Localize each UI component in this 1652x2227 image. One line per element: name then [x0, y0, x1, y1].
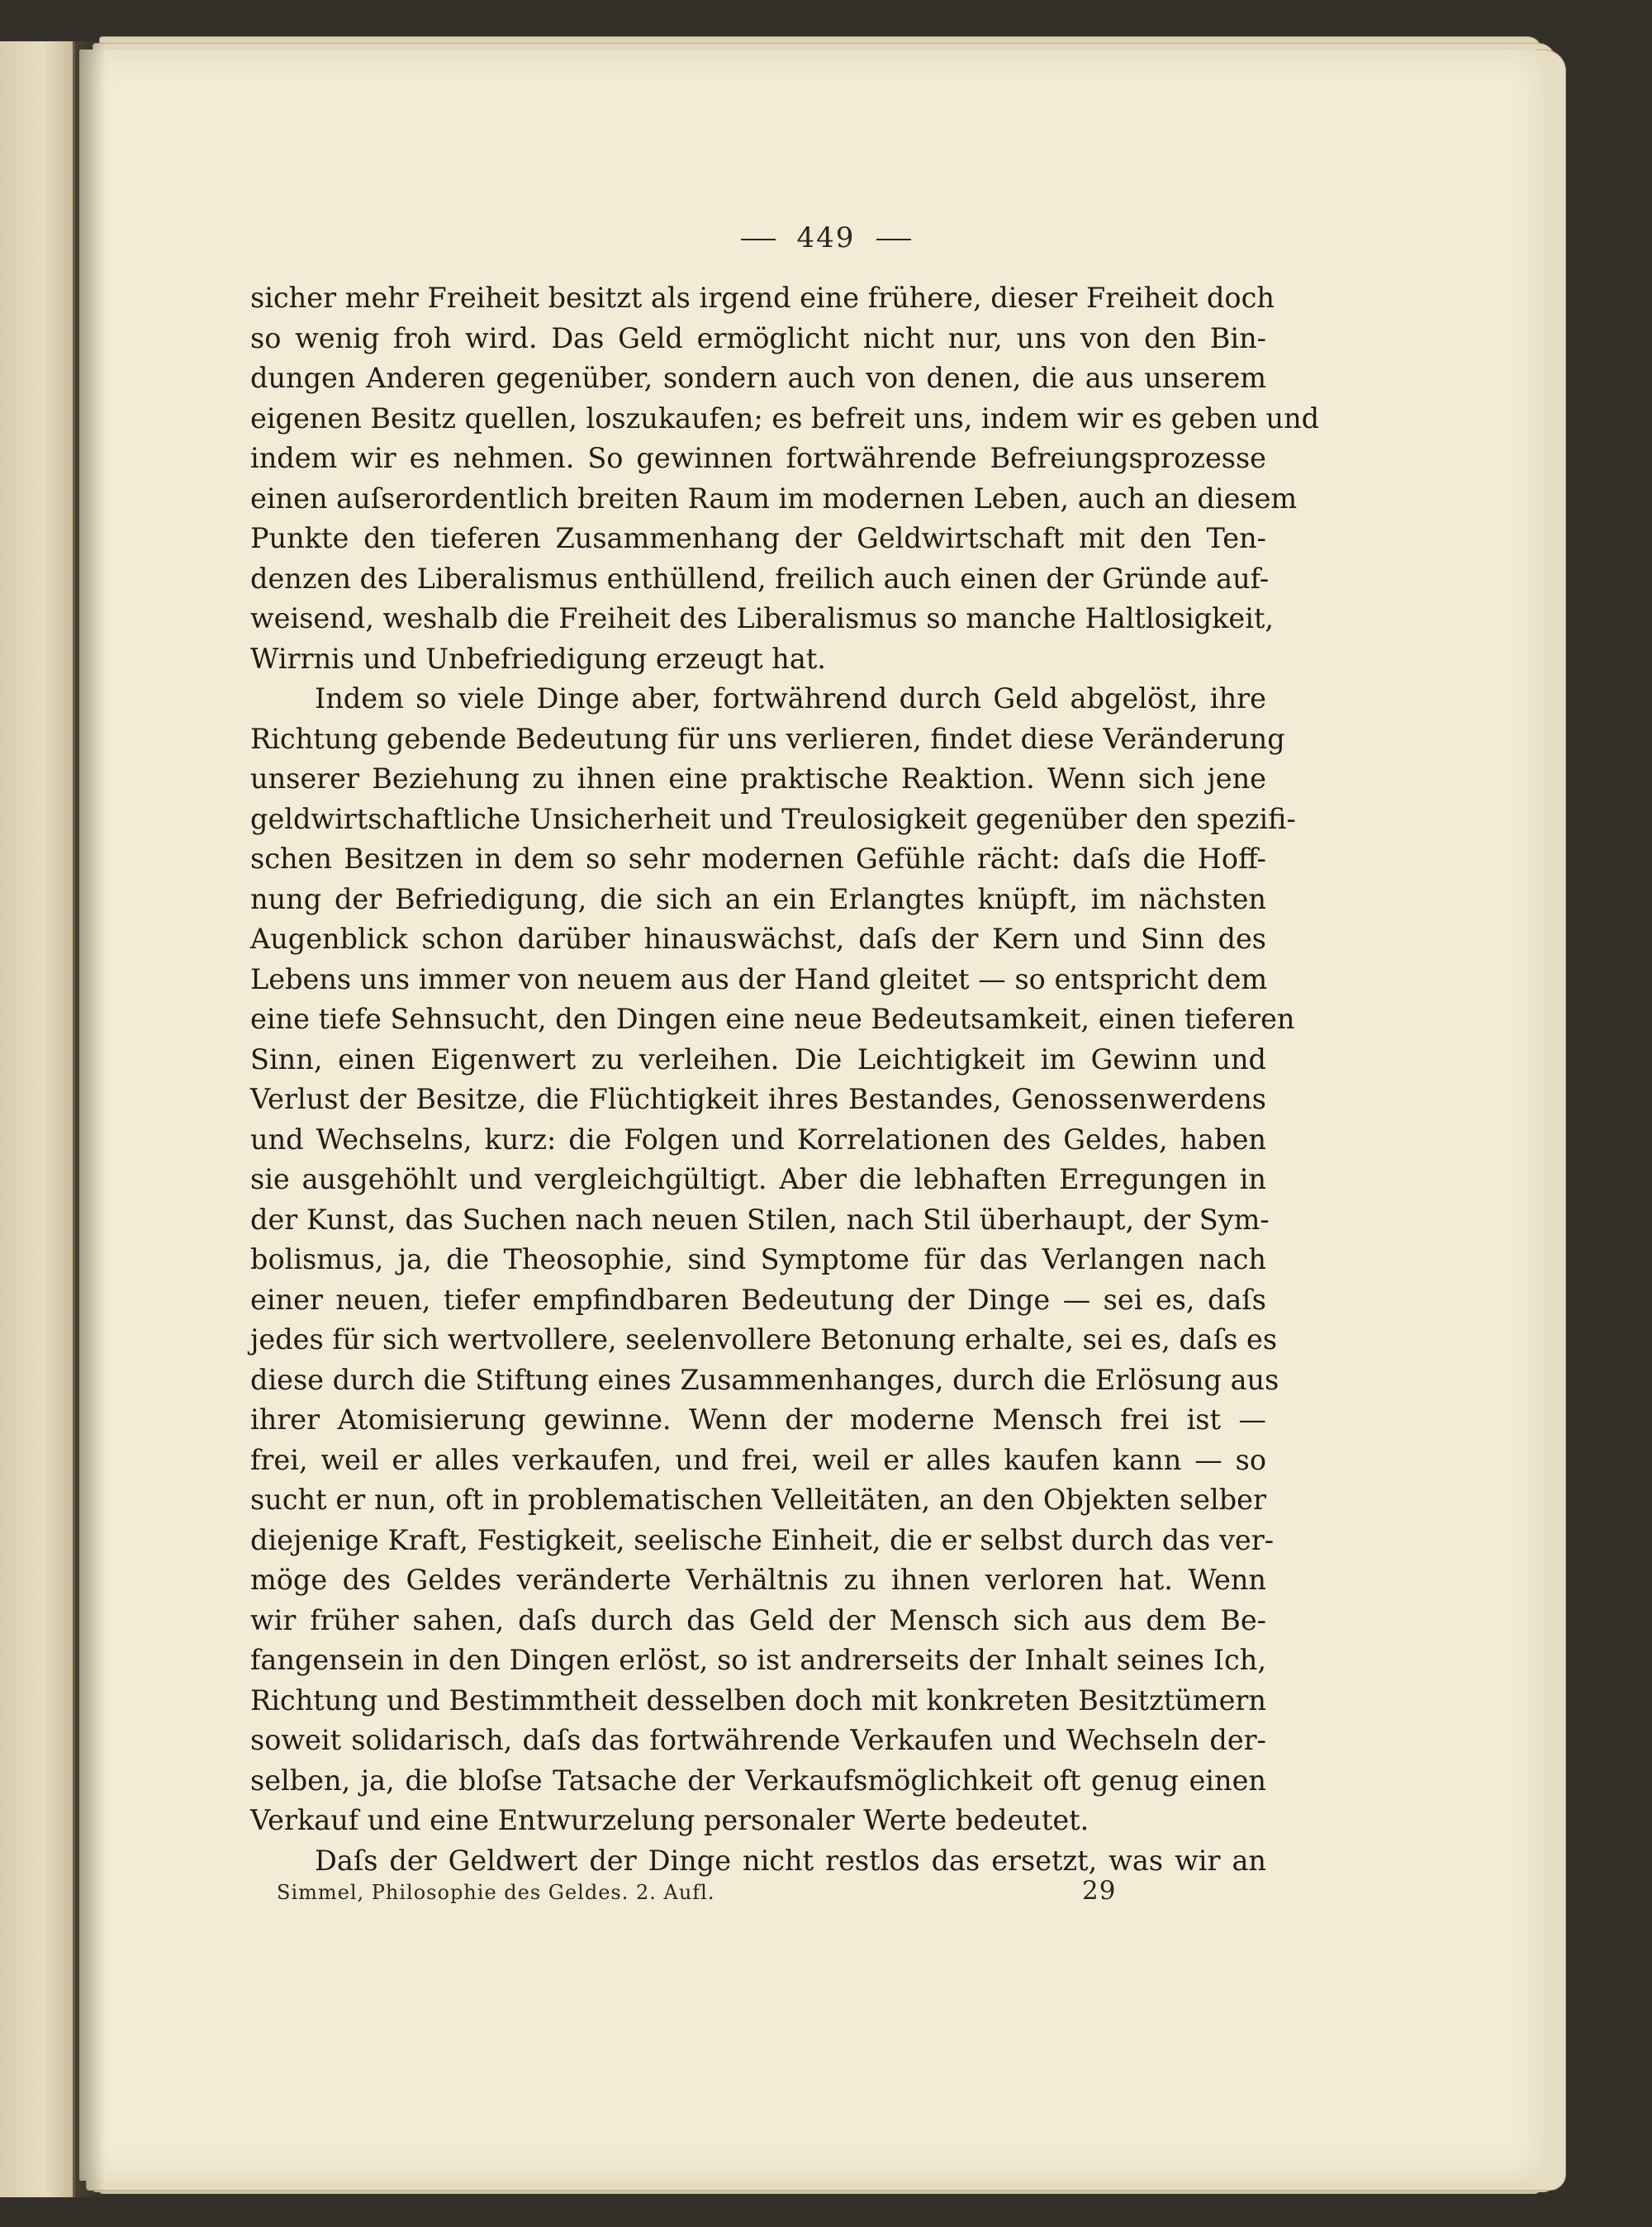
text-line: nung der Befriedigung, die sich an ein Erlangtes knüpft, im nächsten — [250, 882, 1266, 915]
signature-mark: 29 — [1082, 1876, 1117, 1906]
text-line: wir früher sahen, daſs durch das Geld der Mensch sich aus dem Be- — [250, 1603, 1266, 1636]
text-line: sicher mehr Freiheit besitzt als irgend eine frühere, dieser Freiheit doch — [250, 282, 1275, 314]
text-line: frei, weil er alles verkaufen, und frei, weil er alles kaufen kann — so — [250, 1443, 1266, 1476]
body-text — [250, 278, 1320, 1881]
text-line: ihrer Atomisierung gewinne. Wenn der moderne Mensch frei ist — — [250, 1403, 1266, 1436]
text-line: fangensein in den Dingen erlöst, so ist andrerseits der Inhalt seines Ich, — [250, 1644, 1266, 1676]
text-line: so wenig froh wird. Das Geld ermöglicht nicht nur, uns von den Bin- — [250, 321, 1266, 354]
text-line: Lebens uns immer von neuem aus der Hand gleitet — so entspricht dem — [250, 962, 1268, 995]
text-line: unserer Beziehung zu ihnen eine praktische Reaktion. Wenn sich jene — [250, 762, 1266, 795]
footer-source: Simmel, Philosophie des Geldes. 2. Aufl. — [277, 1881, 715, 1904]
page-footer — [277, 1876, 1117, 1906]
text-line: eigenen Besitz quellen, loszukaufen; es befreit uns, indem wir es geben und — [250, 401, 1320, 434]
text-line: schen Besitzen in dem so sehr modernen Gefühle rächt: daſs die Hoff- — [250, 843, 1266, 875]
text-line: dungen Anderen gegenüber, sondern auch von denen, die aus unserem — [250, 362, 1266, 394]
header-dash-right — [876, 239, 911, 240]
text-line: denzen des Liberalismus enthüllend, freilich auch einen der Gründe auf- — [250, 562, 1270, 595]
text-line: Sinn, einen Eigenwert zu verleihen. Die Leichtigkeit im Gewinn und — [250, 1042, 1266, 1076]
page-number: 449 — [796, 221, 856, 254]
text-line: diejenige Kraft, Festigkeit, seelische Einheit, die er selbst durch das ver- — [250, 1523, 1275, 1556]
text-line: soweit solidarisch, daſs das fortwährende Verkaufen und Wechseln der- — [250, 1724, 1266, 1756]
text-line: der Kunst, das Suchen nach neuen Stilen, nach Stil überhaupt, der Sym- — [250, 1203, 1270, 1236]
text-line: weisend, weshalb die Freiheit des Liberalismus so manche Haltlosigkeit, — [250, 602, 1275, 634]
text-line: einer neuen, tiefer empfindbaren Bedeutung der Dinge — sei es, daſs — [250, 1283, 1266, 1316]
text-line: selben, ja, die bloſse Tatsache der Verkaufsmöglichkeit oft genug einen — [250, 1764, 1266, 1797]
text-line: Verkauf und eine Entwurzelung personaler Werte bedeutet. — [250, 1804, 1089, 1836]
text-line: Augenblick schon darüber hinauswächst, daſs der Kern und Sinn des — [250, 923, 1266, 955]
text-line: Wirrnis und Unbefriedigung erzeugt hat. — [250, 642, 826, 675]
text-line: eine tiefe Sehnsucht, den Dingen eine neue Bedeutsamkeit, einen tieferen — [250, 1003, 1295, 1035]
text-line: geldwirtschaftliche Unsicherheit und Treulosigkeit gegenüber den spezifi- — [250, 802, 1296, 835]
text-line: jedes für sich wertvollere, seelenvollere Betonung erhalte, sei es, daſs es — [250, 1323, 1278, 1356]
text-line: möge des Geldes veränderte Verhältnis zu ihnen verloren hat. Wenn — [250, 1564, 1266, 1596]
text-line: indem wir es nehmen. So gewinnen fortwährende Befreiungsprozesse — [250, 442, 1266, 474]
text-line: Daſs der Geldwert der Dinge nicht restlos das ersetzt, was wir an — [315, 1844, 1266, 1877]
facing-page-edge — [0, 41, 75, 2197]
text-line: Verlust der Besitze, die Flüchtigkeit ihres Bestandes, Genossenwerdens — [250, 1083, 1266, 1115]
page-header — [0, 221, 1652, 254]
text-line: und Wechselns, kurz: die Folgen und Korrelationen des Geldes, haben — [250, 1123, 1266, 1156]
text-line: einen auſserordentlich breiten Raum im modernen Leben, auch an diesem — [250, 482, 1298, 515]
text-line: Punkte den tieferen Zusammenhang der Geldwirtschaft mit den Ten- — [250, 522, 1266, 554]
text-line: Richtung gebende Bedeutung für uns verlieren, findet diese Veränderung — [250, 722, 1285, 755]
text-line: bolismus, ja, die Theosophie, sind Symptome für das Verlangen nach — [250, 1243, 1266, 1275]
header-dash-left — [741, 239, 776, 240]
text-line: diese durch die Stiftung eines Zusammenhanges, durch die Erlösung aus — [250, 1363, 1279, 1396]
text-line: Indem so viele Dinge aber, fortwährend durch Geld abgelöst, ihre — [315, 682, 1266, 715]
text-line: Richtung und Bestimmtheit desselben doch mit konkreten Besitztümern — [250, 1683, 1266, 1717]
gutter-shadow — [73, 41, 106, 2197]
text-line: sucht er nun, oft in problematischen Velleitäten, an den Objekten selber — [250, 1484, 1266, 1516]
text-line: sie ausgehöhlt und vergleichgültigt. Aber die lebhaften Erregungen in — [250, 1163, 1266, 1195]
